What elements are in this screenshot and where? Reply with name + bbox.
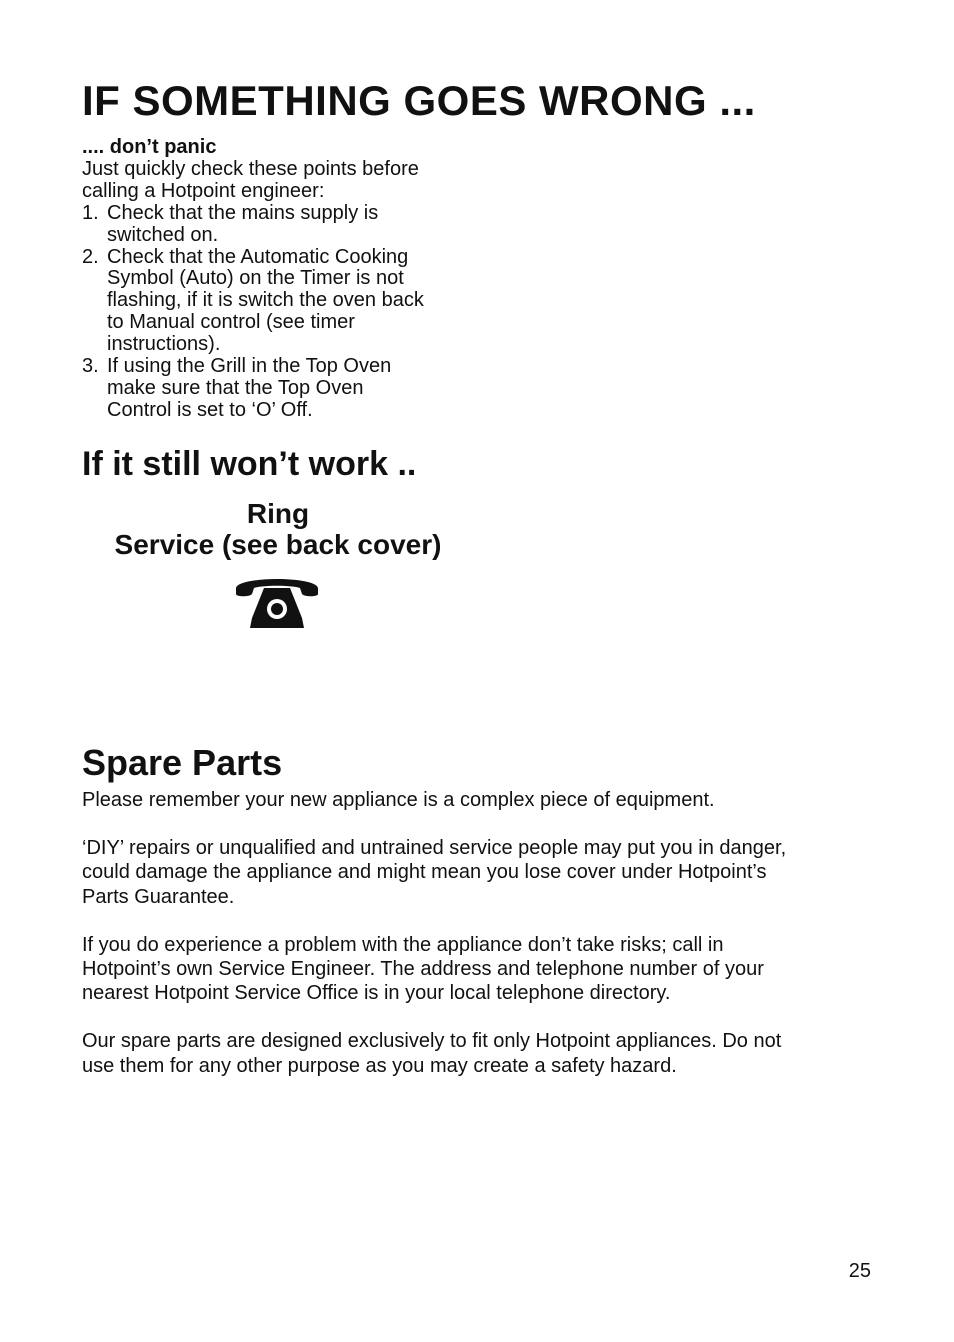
page-number: 25 bbox=[848, 1260, 871, 1282]
dont-panic-heading: .... don’t panic bbox=[82, 136, 217, 158]
spare-parts-heading: Spare Parts bbox=[82, 742, 283, 783]
check-item bbox=[82, 247, 482, 357]
spare-paragraph bbox=[82, 836, 872, 909]
spare-line: If you do experience a problem with the appliance don’t take risks; call in bbox=[82, 933, 724, 956]
spare-paragraph bbox=[82, 933, 872, 1006]
check-item bbox=[82, 356, 482, 422]
intro-line: Just quickly check these points before bbox=[82, 157, 419, 180]
check-number: 3. bbox=[82, 355, 99, 378]
check-line: Check that the mains supply is bbox=[107, 201, 379, 224]
troubleshooting-section bbox=[82, 137, 482, 422]
service-label: Service (see back cover) bbox=[114, 529, 442, 560]
spare-parts-body bbox=[82, 788, 872, 1102]
check-number: 2. bbox=[82, 245, 99, 268]
check-line: flashing, if it is switch the oven back bbox=[107, 289, 424, 312]
check-line: make sure that the Top Oven bbox=[107, 376, 364, 399]
check-line: to Manual control (see timer bbox=[107, 311, 355, 334]
ring-label: Ring bbox=[246, 498, 310, 529]
spare-paragraph bbox=[82, 788, 872, 812]
check-line: Symbol (Auto) on the Timer is not bbox=[107, 267, 404, 290]
telephone-icon bbox=[234, 574, 320, 630]
ring-service-callout bbox=[82, 498, 474, 560]
check-line: Control is set to ‘O’ Off. bbox=[107, 398, 313, 421]
spare-line: nearest Hotpoint Service Office is in your local telephone directory. bbox=[82, 982, 671, 1005]
check-line: switched on. bbox=[107, 223, 219, 246]
spare-line: Our spare parts are designed exclusively to fit only Hotpoint appliances. Do not bbox=[82, 1030, 782, 1053]
check-line: instructions). bbox=[107, 333, 221, 356]
check-number: 1. bbox=[82, 201, 99, 224]
spare-line: could damage the appliance and might mean you lose cover under Hotpoint’s bbox=[82, 861, 767, 884]
still-wont-work-heading: If it still won’t work .. bbox=[82, 445, 417, 483]
check-line: Check that the Automatic Cooking bbox=[107, 245, 409, 268]
check-list bbox=[82, 203, 482, 422]
check-item bbox=[82, 203, 482, 247]
check-line: If using the Grill in the Top Oven bbox=[107, 355, 392, 378]
spare-line: use them for any other purpose as you may create a safety hazard. bbox=[82, 1054, 677, 1077]
page-title: IF SOMETHING GOES WRONG ... bbox=[82, 77, 756, 124]
spare-line: Hotpoint’s own Service Engineer. The address and telephone number of your bbox=[82, 958, 764, 981]
spare-line: ‘DIY’ repairs or unqualified and untrained service people may put you in danger, bbox=[82, 837, 787, 860]
spare-paragraph bbox=[82, 1029, 872, 1077]
spare-line: Parts Guarantee. bbox=[82, 885, 235, 908]
intro-line: calling a Hotpoint engineer: bbox=[82, 179, 325, 202]
spare-line: Please remember your new appliance is a complex piece of equipment. bbox=[82, 789, 715, 811]
